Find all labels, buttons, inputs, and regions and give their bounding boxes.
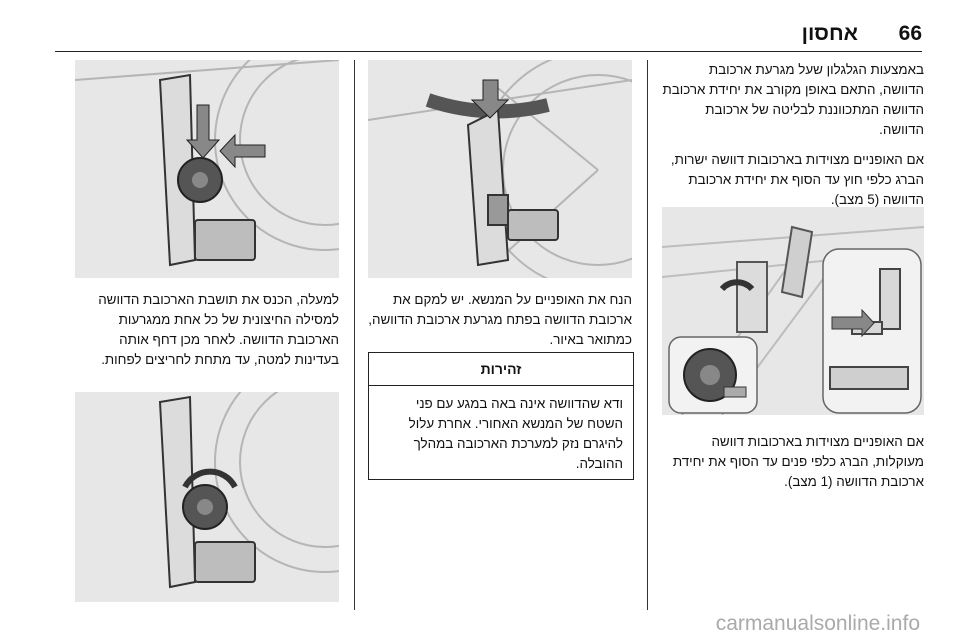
right-para-2: אם האופניים מצוידות בארכובות דוושה ישרות, הברג כלפי חוץ עד הסוף את יחידת ארכובת הדוושה (5 מצב). (670, 152, 924, 207)
right-column (662, 60, 924, 220)
figure-holder-insert (75, 60, 339, 278)
watermark: carmanualsonline.info (715, 612, 920, 635)
section-title: אחסון (801, 22, 858, 45)
figure-bike-on-carrier (368, 60, 632, 278)
middle-column-text (368, 290, 632, 360)
column-separator-right (647, 60, 648, 610)
right-para-1: באמצעות הגלגלון שעל מגרעת ארכובת הדוושה, התאם באופן מקורב את יחידת ארכובת הדוושה המתכווננת לבליטה של ארכובת הדוושה. (662, 62, 924, 137)
illustration-bike-on-carrier (368, 60, 632, 278)
figure-holder-push (75, 392, 339, 602)
right-column-lower (662, 432, 924, 502)
left-column-text (75, 290, 339, 380)
column-separator-left (354, 60, 355, 610)
caution-body: ודא שהדוושה אינה באה במגע עם פני השטח של המנשא האחורי. אחרת עלול להיגרם נזק למערכת הארכובה במהלך ההובלה. (408, 396, 623, 471)
page-header (55, 18, 922, 52)
illustration-holder-insert (75, 60, 339, 278)
figure-pedal-crank-adjust (662, 207, 924, 415)
illustration-crank-adjust (662, 207, 924, 415)
right-para-3: אם האופניים מצוידות בארכובות דוושה מעוקלות, הברג כלפי פנים עד הסוף את יחידת ארכובת הדוושה (1 מצב). (672, 434, 924, 489)
illustration-holder-push (75, 392, 339, 602)
left-para-1: למעלה, הכנס את תושבת הארכובת הדוושה למסילה החיצונית של כל אחת ממגרעות הארכובת הדוושה. לאחר מכן דחף אותה בעדינות למטה, עד מתחת לחריצים לפחות. (98, 292, 339, 367)
header-rule (55, 51, 922, 52)
caution-box (368, 352, 634, 480)
page-number: 66 (898, 22, 922, 45)
middle-para-1: הנח את האופניים על המנשא. יש למקם את ארכובת הדוושה בפתח מגרעת ארכובת הדוושה, כמתואר באיור. (368, 292, 632, 347)
caution-title: זהירות (369, 353, 633, 386)
